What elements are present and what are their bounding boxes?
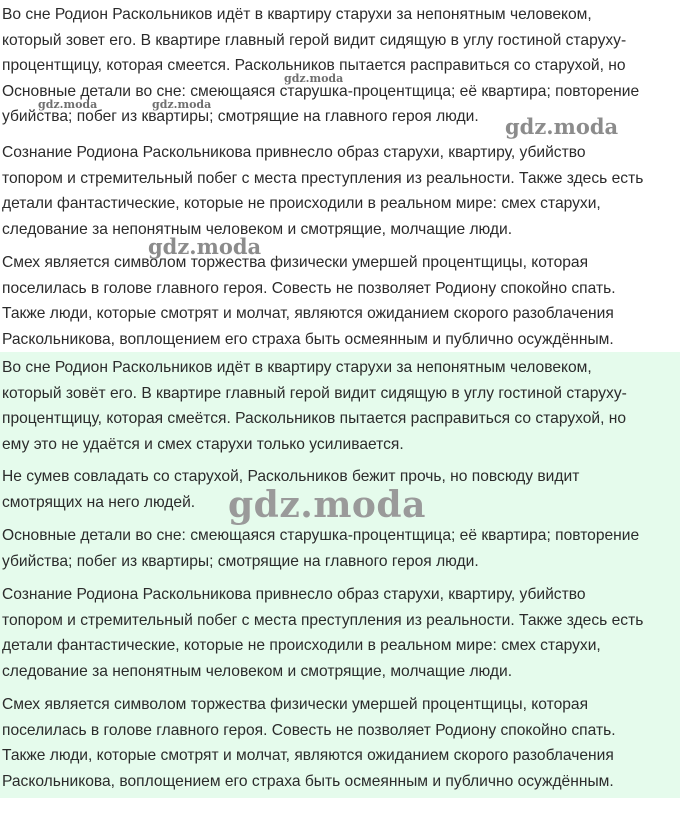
answer-paragraph-reality	[2, 582, 643, 684]
text-line: детали фантастические, которые не происходили в реальном мире: смех старухи,	[2, 637, 601, 654]
text-line: следование за непонятным человеком и смотрящие, молчащие люди.	[2, 220, 513, 238]
text-line: Во сне Родион Раскольников идёт в квартиру старухи за непонятным человеком,	[2, 359, 592, 376]
text-line: убийства; побег из квартиры; смотрящие на главного героя люди.	[2, 108, 479, 125]
answer-paragraph-dream	[2, 355, 627, 457]
answer-paragraph-details	[2, 523, 639, 574]
answer-block	[0, 352, 680, 798]
text-line: процентщицу, которая смеётся. Раскольников пытается расправиться со старухой, но	[2, 410, 627, 427]
text-line: Сознание Родиона Раскольникова привнесло образ старухи, квартиру, убийство	[2, 144, 586, 161]
text-line: смотрящих на него людей.	[2, 493, 196, 511]
text-line: который зовет его. В квартире главный герой видит сидящую в углу гостиной старуху-	[2, 31, 627, 49]
text-line: Раскольникова, воплощением его страха быть осмеянным и публично осуждённым.	[2, 330, 614, 348]
text-line: поселилась в голове главного героя. Совесть не позволяет Родиону спокойно спать.	[2, 721, 616, 739]
text-line: ему это не удаётся и смех старухи только усиливается.	[2, 435, 404, 453]
text-line: Также люди, которые смотрят и молчат, являются ожиданием скорого разоблачения	[2, 747, 614, 764]
text-line: следование за непонятным человеком и смотрящие, молчащие люди.	[2, 662, 513, 680]
paragraph-dream-summary	[2, 2, 639, 130]
answer-paragraph-symbolism	[2, 692, 616, 794]
text-line: Основные детали во сне: смеющаяся старушка-процентщица; её квартира; повторение	[2, 82, 640, 100]
text-line: Основные детали во сне: смеющаяся старушка-процентщица; её квартира; повторение	[2, 527, 640, 544]
paragraph-reality-details	[2, 140, 643, 242]
text-line: убийства; побег из квартиры; смотрящие на главного героя люди.	[2, 552, 479, 570]
watermark-logo: gdz.moda	[148, 234, 262, 259]
text-line: который зовёт его. В квартире главный герой видит сидящую в углу гостиной старуху-	[2, 384, 627, 402]
text-line: Смех является символом торжества физически умершей процентщицы, которая	[2, 696, 589, 713]
text-line: Не сумев совладать со старухой, Раскольников бежит прочь, но повсюду видит	[2, 468, 580, 485]
text-line: Сознание Родиона Раскольникова привнесло образ старухи, квартиру, убийство	[2, 586, 586, 603]
watermark-logo: gdz.moda	[284, 72, 344, 85]
paragraph-symbolism	[2, 250, 616, 352]
text-line: топором и стремительный побег с места преступления из реальности. Также здесь есть	[2, 169, 644, 187]
question-text-block	[0, 0, 680, 352]
watermark-logo: gdz.moda	[228, 484, 426, 526]
watermark-logo: gdz.moda	[505, 114, 619, 139]
answer-paragraph-escape	[2, 464, 579, 515]
text-line: топором и стремительный побег с места преступления из реальности. Также здесь есть	[2, 611, 644, 629]
text-line: процентщицу, которая смеется. Раскольников пытается расправиться со старухой, но	[2, 57, 626, 74]
text-line: Также люди, которые смотрят и молчат, являются ожиданием скорого разоблачения	[2, 305, 614, 322]
text-line: детали фантастические, которые не происходили в реальном мире: смех старухи,	[2, 195, 601, 212]
text-line: поселилась в голове главного героя. Совесть не позволяет Родиону спокойно спать.	[2, 279, 616, 297]
watermark-logo: gdz.moda	[38, 98, 98, 111]
text-line: Во сне Родион Раскольников идёт в квартиру старухи за непонятным человеком,	[2, 6, 592, 23]
text-line: Смех является символом торжества физически умершей процентщицы, которая	[2, 254, 589, 271]
watermark-logo: gdz.moda	[152, 98, 212, 111]
text-line: Раскольникова, воплощением его страха быть осмеянным и публично осуждённым.	[2, 772, 614, 790]
